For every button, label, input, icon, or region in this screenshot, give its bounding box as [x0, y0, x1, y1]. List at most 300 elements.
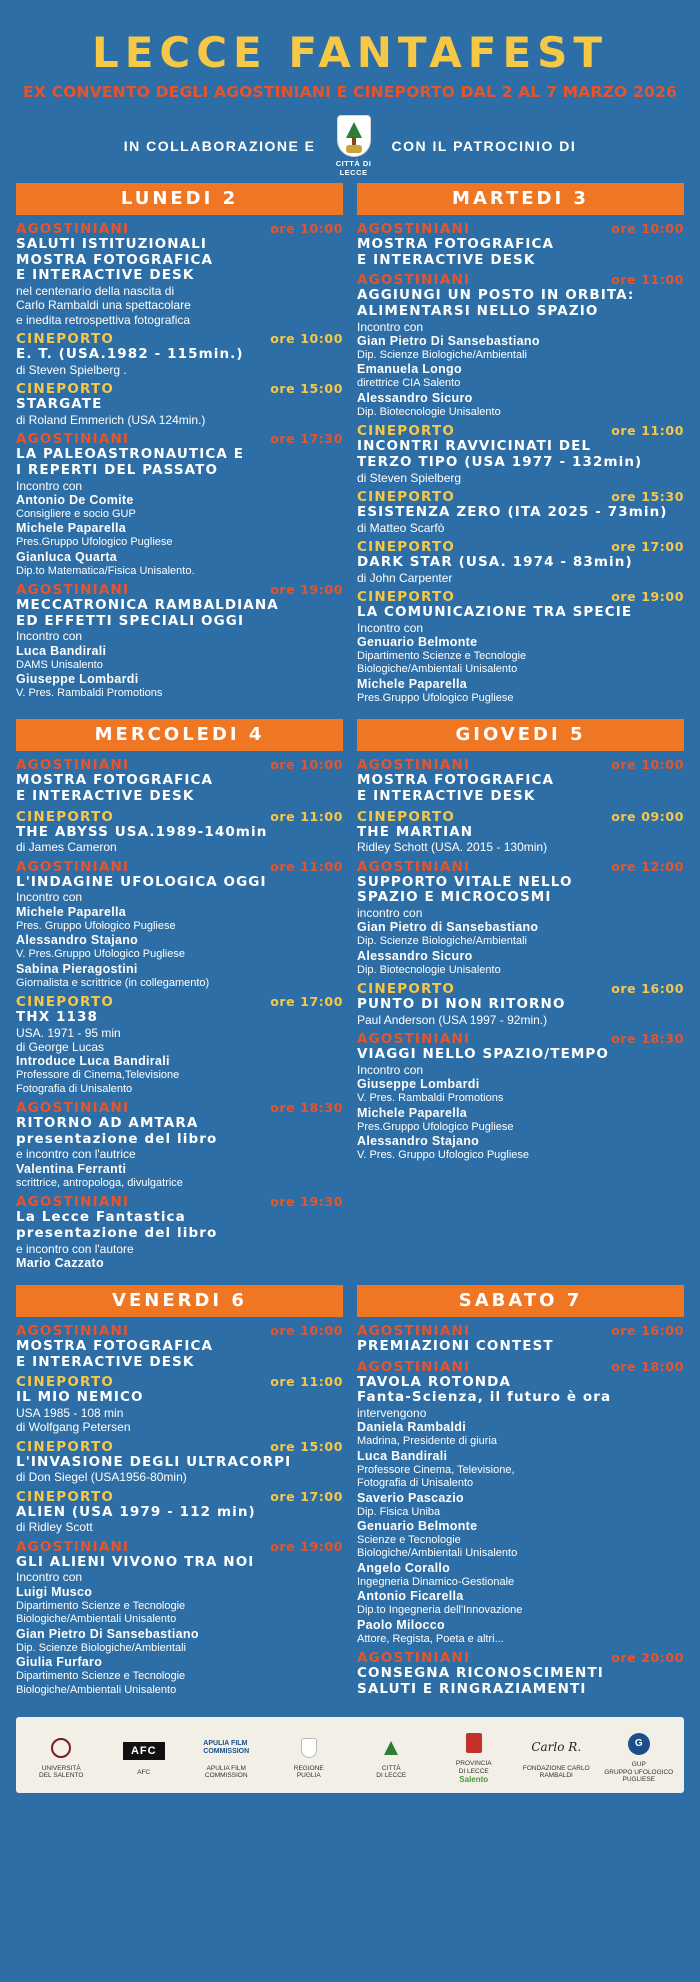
event-venue-row: [16, 431, 343, 447]
event-title-line: MECCATRONICA RAMBALDIANA: [16, 597, 279, 614]
event-detail-line: Luigi Musco: [16, 1584, 93, 1599]
logo-caption-line: Salento: [459, 1775, 489, 1785]
event-detail-line: DAMS Unisalento: [16, 658, 103, 671]
event-detail-line: Alessandro Sicuro: [357, 948, 473, 963]
event-detail-line: di Roland Emmerich (USA 124min.): [16, 412, 206, 427]
event-entry: [357, 1359, 684, 1649]
logo-caption-line: GUP: [631, 1761, 646, 1769]
event-detail-line: Incontro con: [16, 890, 83, 905]
event-time: ore 15:00: [270, 1438, 343, 1454]
event-title-line: TAVOLA ROTONDA: [357, 1373, 512, 1390]
event-detail-line: Michele Paparella: [16, 904, 127, 919]
event-title-line: ESISTENZA ZERO (ITA 2025 - 73min): [357, 503, 668, 520]
event-entry: [357, 757, 684, 807]
event-detail-line: Pres.Gruppo Ufologico Pugliese: [357, 1120, 514, 1133]
event-title-line: MOSTRA FOTOGRAFICA: [357, 772, 555, 789]
event-title-line: THE ABYSS USA.1989-140min: [16, 823, 268, 840]
event-title-line: E INTERACTIVE DESK: [357, 251, 536, 268]
event-venue: CINEPORTO: [16, 1374, 115, 1391]
day-header: VENERDI 6: [16, 1285, 343, 1317]
event-venue: CINEPORTO: [357, 808, 456, 825]
spacer: [357, 1027, 684, 1030]
logo-caption-line: DI LECCE: [458, 1767, 489, 1775]
logo-caption-line: PROVINCIA: [455, 1760, 492, 1768]
event-entry: [16, 1374, 343, 1437]
spacer: [357, 535, 684, 538]
event-venue-row: [16, 994, 343, 1010]
event-time: ore 18:00: [611, 1358, 684, 1374]
event-detail-line: Biologiche/Ambientali Unisalento: [16, 1683, 177, 1696]
collaboration-row: [16, 115, 684, 177]
event-venue: AGOSTINIANI: [16, 858, 130, 875]
spacer: [16, 1370, 343, 1373]
event-detail-line: nel centenario della nascita di: [16, 283, 175, 298]
event-title-line: E INTERACTIVE DESK: [16, 787, 195, 804]
event-title-line: Fanta-Scienza, il futuro è ora: [357, 1389, 612, 1406]
event-detail-line: Fotografia di Unisalento: [16, 1082, 133, 1095]
collab-right-text: CON IL PATROCINIO DI: [391, 138, 577, 154]
event-detail-line: Introduce Luca Bandirali: [16, 1054, 170, 1069]
spacer: [357, 1646, 684, 1649]
apulia-film-commission-logo: [187, 1731, 266, 1780]
event-venue: AGOSTINIANI: [357, 858, 471, 875]
day-header: SABATO 7: [357, 1285, 684, 1317]
event-venue: AGOSTINIANI: [16, 757, 130, 774]
sponsor-footer: [16, 1717, 684, 1793]
afc-logo-mark: AFC: [105, 1735, 184, 1769]
event-detail-line: Dip. Scienze Biologiche/Ambientali: [357, 349, 527, 362]
event-detail-line: Giulia Furfaro: [16, 1655, 103, 1670]
event-venue: CINEPORTO: [16, 808, 115, 825]
event-detail-line: Sabina Pieragostini: [16, 961, 138, 976]
event-detail-line: Incontro con: [16, 1570, 83, 1585]
event-venue: AGOSTINIANI: [16, 1538, 130, 1555]
event-detail-line: Dip.to Ingegneria dell'Innovazione: [357, 1604, 523, 1617]
event-detail-line: USA. 1971 - 95 min: [16, 1025, 121, 1040]
crest-caption: CITTÀ DI LECCE: [335, 159, 372, 177]
logo-caption-line: AFC: [137, 1768, 151, 1776]
spacer: [16, 1697, 343, 1700]
event-venue-row: [16, 1194, 343, 1210]
event-venue-row: [16, 859, 343, 875]
event-title-line: LA PALEOASTRONAUTICA E: [16, 446, 245, 463]
event-venue: AGOSTINIANI: [16, 1322, 130, 1339]
event-time: ore 19:00: [270, 1538, 343, 1554]
spacer: [16, 377, 343, 380]
event-venue-row: [357, 1650, 684, 1666]
spacer: [16, 1096, 343, 1099]
event-title-line: INCONTRI RAVVICINATI DEL: [357, 438, 592, 455]
day-block: [16, 719, 343, 1275]
event-entry: [16, 1539, 343, 1700]
event-venue: CINEPORTO: [16, 381, 115, 398]
spacer: [357, 419, 684, 422]
event-title-line: MOSTRA FOTOGRAFICA: [16, 772, 214, 789]
event-title-line: E INTERACTIVE DESK: [16, 267, 195, 284]
event-detail-line: Biologiche/Ambientali Unisalento: [357, 1547, 518, 1560]
event-venue: AGOSTINIANI: [16, 431, 130, 448]
event-entry: [16, 757, 343, 807]
event-title-line: La Lecce Fantastica: [16, 1209, 186, 1226]
event-entry: [16, 809, 343, 858]
gruppo-ufologico-pugliese-logo-mark: G: [600, 1727, 679, 1761]
event-entry: [357, 809, 684, 858]
event-venue: CINEPORTO: [16, 1488, 115, 1505]
spacer: [16, 1271, 343, 1274]
event-detail-line: Dip. Scienze Biologiche/Ambientali: [16, 1641, 186, 1654]
event-time: ore 11:00: [270, 858, 343, 874]
fondazione-rambaldi-logo: [517, 1731, 596, 1780]
event-detail-line: V. Pres. Gruppo Ufologico Pugliese: [357, 1149, 530, 1162]
event-venue: CINEPORTO: [357, 488, 456, 505]
event-time: ore 15:00: [270, 381, 343, 397]
spacer: [16, 327, 343, 330]
universita-salento-logo: [22, 1731, 101, 1780]
event-entry: [357, 423, 684, 488]
event-detail-line: Valentina Ferranti: [16, 1161, 127, 1176]
logo-caption-line: APULIA FILM: [206, 1764, 246, 1772]
event-entry: [16, 994, 343, 1099]
page-subtitle: EX CONVENTO DEGLI AGOSTINIANI E CINEPORTO DAL 2 AL 7 MARZO 2026: [23, 83, 677, 101]
event-detail-line: Mario Cazzato: [16, 1255, 104, 1270]
event-detail-line: Gian Pietro Di Sansebastiano: [357, 334, 540, 349]
event-detail-line: Pres. Gruppo Ufologico Pugliese: [16, 919, 176, 932]
event-title-line: CONSEGNA RICONOSCIMENTI: [357, 1665, 604, 1681]
logo-caption-line: PUGLIA: [296, 1772, 321, 1780]
event-detail-line: Scienze e Tecnologie: [357, 1533, 461, 1546]
event-time: ore 19:30: [270, 1194, 343, 1210]
spacer: [16, 855, 343, 858]
event-detail-line: Paolo Milocco: [357, 1617, 445, 1632]
event-detail-line: Daniela Rambaldi: [357, 1420, 466, 1435]
day-block: [357, 719, 684, 1275]
event-detail-line: Genuario Belmonte: [357, 635, 478, 650]
event-title-line: SALUTI E RINGRAZIAMENTI: [357, 1680, 587, 1697]
event-detail-line: Biologiche/Ambientali Unisalento: [357, 663, 518, 676]
event-title-line: SALUTI ISTITUZIONALI: [16, 236, 207, 252]
regione-puglia-logo: [270, 1731, 349, 1780]
event-detail-line: di John Carpenter: [357, 570, 453, 585]
event-detail-line: Dipartimento Scienze e Tecnologie: [357, 650, 527, 663]
event-detail-line: Dip. Fisica Uniba: [357, 1505, 441, 1518]
event-detail-line: Incontro con: [357, 620, 424, 635]
event-entry: [16, 381, 343, 430]
event-entry: [357, 272, 684, 422]
day-header: MARTEDI 3: [357, 183, 684, 215]
event-venue: CINEPORTO: [16, 1438, 115, 1455]
event-entry: [16, 582, 343, 704]
event-title-line: I REPERTI DEL PASSATO: [16, 461, 219, 478]
event-detail-line: Dip. Biotecnologie Unisalento: [357, 405, 501, 418]
event-venue-row: [16, 1323, 343, 1339]
schedule-grid: [16, 183, 684, 1711]
event-title-line: E INTERACTIVE DESK: [357, 787, 536, 804]
event-venue: AGOSTINIANI: [16, 582, 130, 599]
event-entry: [357, 981, 684, 1030]
event-detail-line: di Matteo Scarfò: [357, 520, 445, 535]
event-detail-line: Dip.to Matematica/Fisica Unisalento.: [16, 564, 195, 577]
spacer: [16, 1190, 343, 1193]
event-detail-line: Pres.Gruppo Ufologico Pugliese: [16, 536, 173, 549]
event-title-line: SPAZIO E MICROCOSMI: [357, 889, 552, 906]
regione-puglia-logo-mark: [270, 1731, 349, 1765]
page-title: LECCE FANTAFEST: [91, 28, 609, 77]
event-title-line: AGGIUNGI UN POSTO IN ORBITA:: [357, 287, 635, 304]
event-venue: AGOSTINIANI: [357, 1031, 471, 1048]
event-detail-line: Ingegneria Dinamico-Gestionale: [357, 1575, 515, 1588]
event-detail-line: Genuario Belmonte: [357, 1518, 478, 1533]
event-entry: [357, 539, 684, 588]
event-time: ore 10:00: [270, 757, 343, 773]
event-venue-row: [16, 331, 343, 347]
event-venue: CINEPORTO: [357, 589, 456, 606]
event-detail-line: Dip. Biotecnologie Unisalento: [357, 963, 501, 976]
event-venue: CINEPORTO: [357, 981, 456, 998]
event-detail-line: Dipartimento Scienze e Tecnologie: [16, 1599, 186, 1612]
event-venue-row: [357, 589, 684, 605]
event-venue-row: [357, 221, 684, 237]
event-time: ore 15:30: [611, 488, 684, 504]
event-detail-line: V. Pres. Rambaldi Promotions: [16, 687, 163, 700]
event-detail-line: Biologiche/Ambientali Unisalento: [16, 1613, 177, 1626]
event-detail-line: Attore, Regista, Poeta e altri...: [357, 1632, 504, 1645]
event-venue-row: [16, 582, 343, 598]
event-detail-line: Gian Pietro Di Sansebastiano: [16, 1626, 199, 1641]
event-entry: [357, 589, 684, 708]
event-detail-line: Incontro con: [357, 1062, 424, 1077]
logo-caption-line: DEL SALENTO: [39, 1772, 84, 1780]
event-venue: AGOSTINIANI: [357, 757, 471, 774]
event-title-line: MOSTRA FOTOGRAFICA: [357, 236, 555, 252]
event-time: ore 20:00: [611, 1650, 684, 1665]
event-detail-line: Incontro con: [16, 629, 83, 644]
day-header: GIOVEDI 5: [357, 719, 684, 751]
event-title-line: VIAGGI NELLO SPAZIO/TEMPO: [357, 1046, 610, 1063]
event-venue-row: [357, 859, 684, 875]
event-venue: CINEPORTO: [16, 993, 115, 1010]
provincia-di-lecce-logo-mark: [435, 1726, 514, 1760]
event-detail-line: Madrina, Presidente di giuria: [357, 1435, 498, 1448]
event-venue: CINEPORTO: [16, 331, 115, 348]
event-time: ore 16:00: [611, 981, 684, 997]
event-venue-row: [357, 489, 684, 505]
event-detail-line: Professore di Cinema,Televisione: [16, 1069, 180, 1082]
day-header: LUNEDI 2: [16, 183, 343, 215]
fondazione-rambaldi-logo-mark: Carlo R.: [531, 1740, 582, 1754]
event-entry: [16, 221, 343, 330]
event-venue-row: [16, 221, 343, 237]
spacer: [357, 1162, 684, 1165]
event-title-line: presentazione del libro: [16, 1130, 218, 1147]
event-time: ore 10:00: [270, 221, 343, 236]
event-detail-line: Emanuela Longo: [357, 362, 462, 377]
spacer: [16, 1435, 343, 1438]
event-time: ore 19:00: [270, 582, 343, 598]
event-entry: [357, 1323, 684, 1358]
event-venue-row: [357, 539, 684, 555]
logo-caption-line: CITTÀ: [381, 1764, 401, 1772]
spacer: [357, 268, 684, 271]
event-detail-line: Incontro con: [357, 319, 424, 334]
event-venue: AGOSTINIANI: [357, 1650, 471, 1666]
event-time: ore 17:30: [270, 431, 343, 447]
event-title-line: THE MARTIAN: [357, 823, 474, 840]
event-detail-line: Saverio Pascazio: [357, 1490, 464, 1505]
event-detail-line: USA 1985 - 108 min: [16, 1405, 124, 1420]
spacer: [16, 990, 343, 993]
event-title-line: MOSTRA FOTOGRAFICA: [16, 1337, 214, 1354]
event-entry: [16, 1100, 343, 1193]
event-time: ore 11:00: [611, 423, 684, 439]
event-venue: AGOSTINIANI: [357, 221, 471, 237]
event-entry: [16, 431, 343, 581]
event-entry: [357, 859, 684, 981]
day-block: [357, 183, 684, 709]
spacer: [357, 855, 684, 858]
event-title-line: ED EFFETTI SPECIALI OGGI: [16, 612, 245, 629]
event-venue-row: [16, 1374, 343, 1390]
event-title-line: TERZO TIPO (USA 1977 - 132min): [357, 453, 643, 470]
event-entry: [16, 331, 343, 380]
event-time: ore 10:00: [611, 757, 684, 773]
event-entry: [16, 1439, 343, 1488]
spacer: [357, 977, 684, 980]
event-detail-line: Giuseppe Lombardi: [16, 672, 139, 687]
event-detail-line: e incontro con l'autrice: [16, 1147, 136, 1162]
event-detail-line: direttrice CIA Salento: [357, 377, 461, 390]
event-detail-line: Michele Paparella: [357, 676, 468, 691]
event-detail-line: Dipartimento Scienze e Tecnologie: [16, 1670, 186, 1683]
event-detail-line: Alessandro Sicuro: [357, 390, 473, 405]
spacer: [357, 705, 684, 708]
event-time: ore 16:00: [611, 1322, 684, 1338]
event-title-line: GLI ALIENI VIVONO TRA NOI: [16, 1553, 255, 1570]
event-venue-row: [357, 423, 684, 439]
event-time: ore 18:30: [611, 1031, 684, 1047]
event-detail-line: Antonio De Comite: [16, 492, 134, 507]
event-time: ore 12:00: [611, 858, 684, 874]
event-title-line: PREMIAZIONI CONTEST: [357, 1337, 554, 1354]
event-detail-line: Carlo Rambaldi una spettacolare: [16, 298, 191, 313]
event-time: ore 10:00: [611, 221, 684, 236]
citta-di-lecce-logo: [352, 1731, 431, 1780]
spacer: [16, 805, 343, 808]
event-detail-line: Luca Bandirali: [16, 643, 107, 658]
day-block: [357, 1285, 684, 1701]
event-venue-row: [357, 1031, 684, 1047]
event-detail-line: Dip. Scienze Biologiche/Ambientali: [357, 935, 527, 948]
event-detail-line: di Steven Spielberg: [357, 470, 462, 485]
event-venue-row: [357, 981, 684, 997]
event-detail-line: Gianluca Quarta: [16, 549, 118, 564]
event-detail-line: di Wolfgang Petersen: [16, 1420, 131, 1435]
logo-caption-line: UNIVERSITÀ: [41, 1764, 81, 1772]
event-title-line: STARGATE: [16, 396, 103, 413]
event-detail-line: scrittrice, antropologa, divulgatrice: [16, 1176, 183, 1189]
event-venue-row: [16, 1539, 343, 1555]
event-detail-line: e inedita retrospettiva fotografica: [16, 312, 191, 327]
event-title-line: E. T. (USA.1982 - 115min.): [16, 346, 244, 363]
event-detail-line: V. Pres.Gruppo Ufologico Pugliese: [16, 948, 185, 961]
event-venue-row: [357, 809, 684, 825]
event-venue: AGOSTINIANI: [357, 1358, 471, 1375]
event-detail-line: di James Cameron: [16, 840, 117, 855]
logo-caption-line: COMMISSION: [204, 1772, 248, 1780]
event-title-line: L'INDAGINE UFOLOGICA OGGI: [16, 873, 267, 890]
spacer: [16, 427, 343, 430]
event-entry: [16, 1194, 343, 1274]
event-title-line: E INTERACTIVE DESK: [16, 1353, 195, 1370]
event-time: ore 11:00: [611, 272, 684, 288]
event-venue: AGOSTINIANI: [357, 272, 471, 289]
day-header: MERCOLEDI 4: [16, 719, 343, 751]
event-venue-row: [16, 1489, 343, 1505]
logo-caption-line: DI LECCE: [376, 1772, 407, 1780]
event-entry: [16, 1323, 343, 1373]
gruppo-ufologico-pugliese-logo: [600, 1727, 679, 1783]
event-time: ore 11:00: [270, 1374, 343, 1390]
spacer: [357, 585, 684, 588]
universita-salento-logo-mark: [22, 1731, 101, 1765]
event-detail-line: V. Pres. Rambaldi Promotions: [357, 1092, 504, 1105]
event-time: ore 17:00: [611, 538, 684, 554]
event-venue-row: [357, 1323, 684, 1339]
event-venue: AGOSTINIANI: [16, 1100, 130, 1117]
event-title-line: PUNTO DI NON RITORNO: [357, 996, 566, 1013]
event-entry: [16, 1489, 343, 1538]
spacer: [357, 805, 684, 808]
event-detail-line: incontro con: [357, 905, 423, 920]
event-detail-line: Pres.Gruppo Ufologico Pugliese: [357, 691, 514, 704]
event-venue: AGOSTINIANI: [16, 221, 130, 237]
citta-di-lecce-logo-mark: [352, 1731, 431, 1765]
event-time: ore 18:30: [270, 1100, 343, 1116]
event-detail-line: e incontro con l'autore: [16, 1241, 134, 1256]
event-detail-line: di George Lucas: [16, 1039, 105, 1054]
event-title-line: SUPPORTO VITALE NELLO: [357, 873, 573, 890]
day-block: [16, 183, 343, 709]
crest: [326, 115, 382, 177]
event-time: ore 10:00: [270, 1322, 343, 1338]
logo-caption-line: REGIONE: [293, 1764, 324, 1772]
event-entry: [357, 1650, 684, 1700]
apulia-film-commission-logo-mark: APULIA FILM COMMISSION: [203, 1739, 250, 1755]
event-entry: [357, 1031, 684, 1165]
event-detail-line: Professore Cinema, Televisione,: [357, 1463, 515, 1476]
event-detail-line: Michele Paparella: [357, 1105, 468, 1120]
spacer: [16, 1535, 343, 1538]
afc-logo: [105, 1735, 184, 1776]
event-time: ore 09:00: [611, 808, 684, 824]
event-title-line: L'INVASIONE DEGLI ULTRACORPI: [16, 1453, 292, 1470]
event-title-line: LA COMUNICAZIONE TRA SPECIE: [357, 604, 633, 621]
event-detail-line: Antonio Ficarella: [357, 1589, 464, 1604]
event-detail-line: Gian Pietro di Sansebastiano: [357, 920, 539, 935]
event-time: ore 19:00: [611, 589, 684, 605]
event-detail-line: Angelo Corallo: [357, 1560, 451, 1575]
event-entry: [16, 859, 343, 993]
lecce-crest-icon: [337, 115, 371, 157]
event-venue-row: [357, 757, 684, 773]
event-entry: [357, 221, 684, 271]
event-venue-row: [357, 272, 684, 288]
event-time: ore 11:00: [270, 808, 343, 824]
event-venue-row: [16, 1100, 343, 1116]
event-time: ore 10:00: [270, 331, 343, 347]
event-detail-line: Giuseppe Lombardi: [357, 1077, 480, 1092]
event-title-line: THX 1138: [16, 1008, 98, 1025]
event-detail-line: Luca Bandirali: [357, 1448, 448, 1463]
